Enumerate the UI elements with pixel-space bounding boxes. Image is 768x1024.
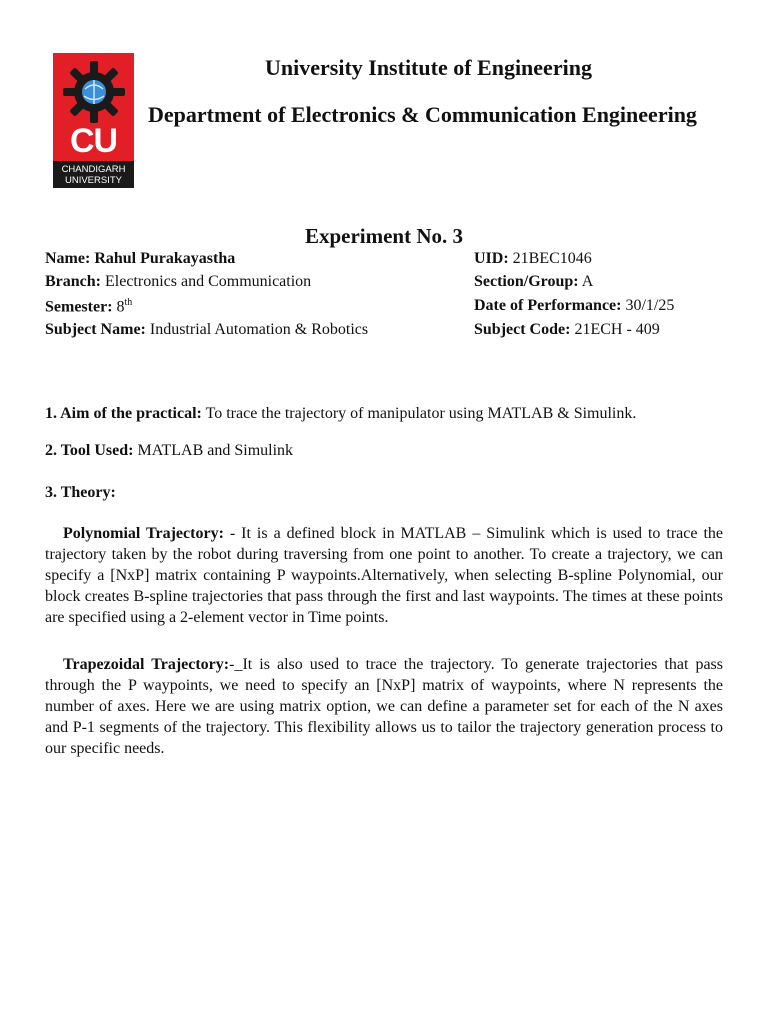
trapezoidal-paragraph: [45, 654, 723, 759]
semester-value: 8: [112, 298, 125, 316]
polynomial-label: Polynomial Trajectory:: [63, 525, 224, 542]
trapezoidal-text: -_It is also used to trace the trajectory. To generate trajectories that pass through the P waypoints, we need to specify an [NxP] matrix of waypoints, where N represents the number of axes. Here we are using matrix option, we can define a parameter set for each of the N axes and P-1 segments of the trajectory. This flexibility allows us to tailor the trajectory generation process to our specific needs.: [45, 656, 723, 757]
aim-label: 1. Aim of the practical:: [45, 405, 202, 422]
tool-label: 2. Tool Used:: [45, 442, 134, 459]
info-section: [474, 273, 593, 291]
theory-label: 3. Theory:: [45, 484, 116, 501]
subject-code-label: Subject Code:: [474, 321, 571, 338]
semester-label: Semester:: [45, 298, 113, 316]
logo-mark: CU: [69, 122, 118, 160]
info-semester: [45, 297, 132, 316]
section-label: Section/Group:: [474, 273, 579, 290]
info-uid: [474, 250, 592, 268]
polynomial-paragraph: [45, 523, 723, 628]
info-branch: [45, 273, 311, 291]
logo-band: [53, 161, 134, 188]
uid-value: 21BEC1046: [508, 250, 592, 267]
section-value: A: [578, 273, 594, 290]
polynomial-text: - It is a defined block in MATLAB – Simulink which is used to trace the trajectory taken by the robot during traversing from one point to another. To create a trajectory, we can specify a [NxP] matrix containing P waypoints.Alternatively, when selecting B-spline Polynomial, our block creates B-spline trajectories that pass through the first and last waypoints. The times at these points are specified using a 2-element vector in Time points.: [45, 525, 724, 626]
logo-line1: CHANDIGARH: [61, 164, 126, 175]
department-title: Department of Electronics & Communication Engineering: [148, 102, 697, 127]
info-date: [474, 297, 674, 315]
semester-sup: th: [124, 297, 133, 308]
university-logo: [53, 53, 134, 188]
logo-line2: UNIVERSITY: [64, 175, 122, 186]
aim-text: To trace the trajectory of manipulator using MATLAB & Simulink.: [201, 405, 637, 422]
subject-name-label: Subject Name:: [45, 321, 146, 338]
info-subject-code: [474, 321, 660, 339]
tool-text: MATLAB and Simulink: [133, 442, 294, 459]
subject-code-value: 21ECH - 409: [570, 321, 660, 338]
experiment-title: Experiment No. 3: [304, 224, 464, 248]
institute-title: University Institute of Engineering: [265, 55, 592, 80]
branch-label: Branch:: [45, 273, 101, 290]
gear-globe-icon: [61, 59, 127, 125]
info-subject-name: [45, 321, 368, 339]
date-value: 30/1/25: [621, 297, 675, 314]
subject-name-value: Industrial Automation & Robotics: [145, 321, 369, 338]
trapezoidal-label: Trapezoidal Trajectory:: [63, 656, 230, 673]
branch-value: Electronics and Communication: [101, 273, 312, 290]
info-name: [45, 250, 235, 268]
aim-section: [45, 405, 636, 423]
theory-heading: [45, 484, 116, 502]
date-label: Date of Performance:: [474, 297, 622, 314]
tool-section: [45, 442, 293, 460]
name-label: Name: Rahul Purakayastha: [45, 250, 236, 267]
uid-label: UID:: [474, 250, 509, 267]
